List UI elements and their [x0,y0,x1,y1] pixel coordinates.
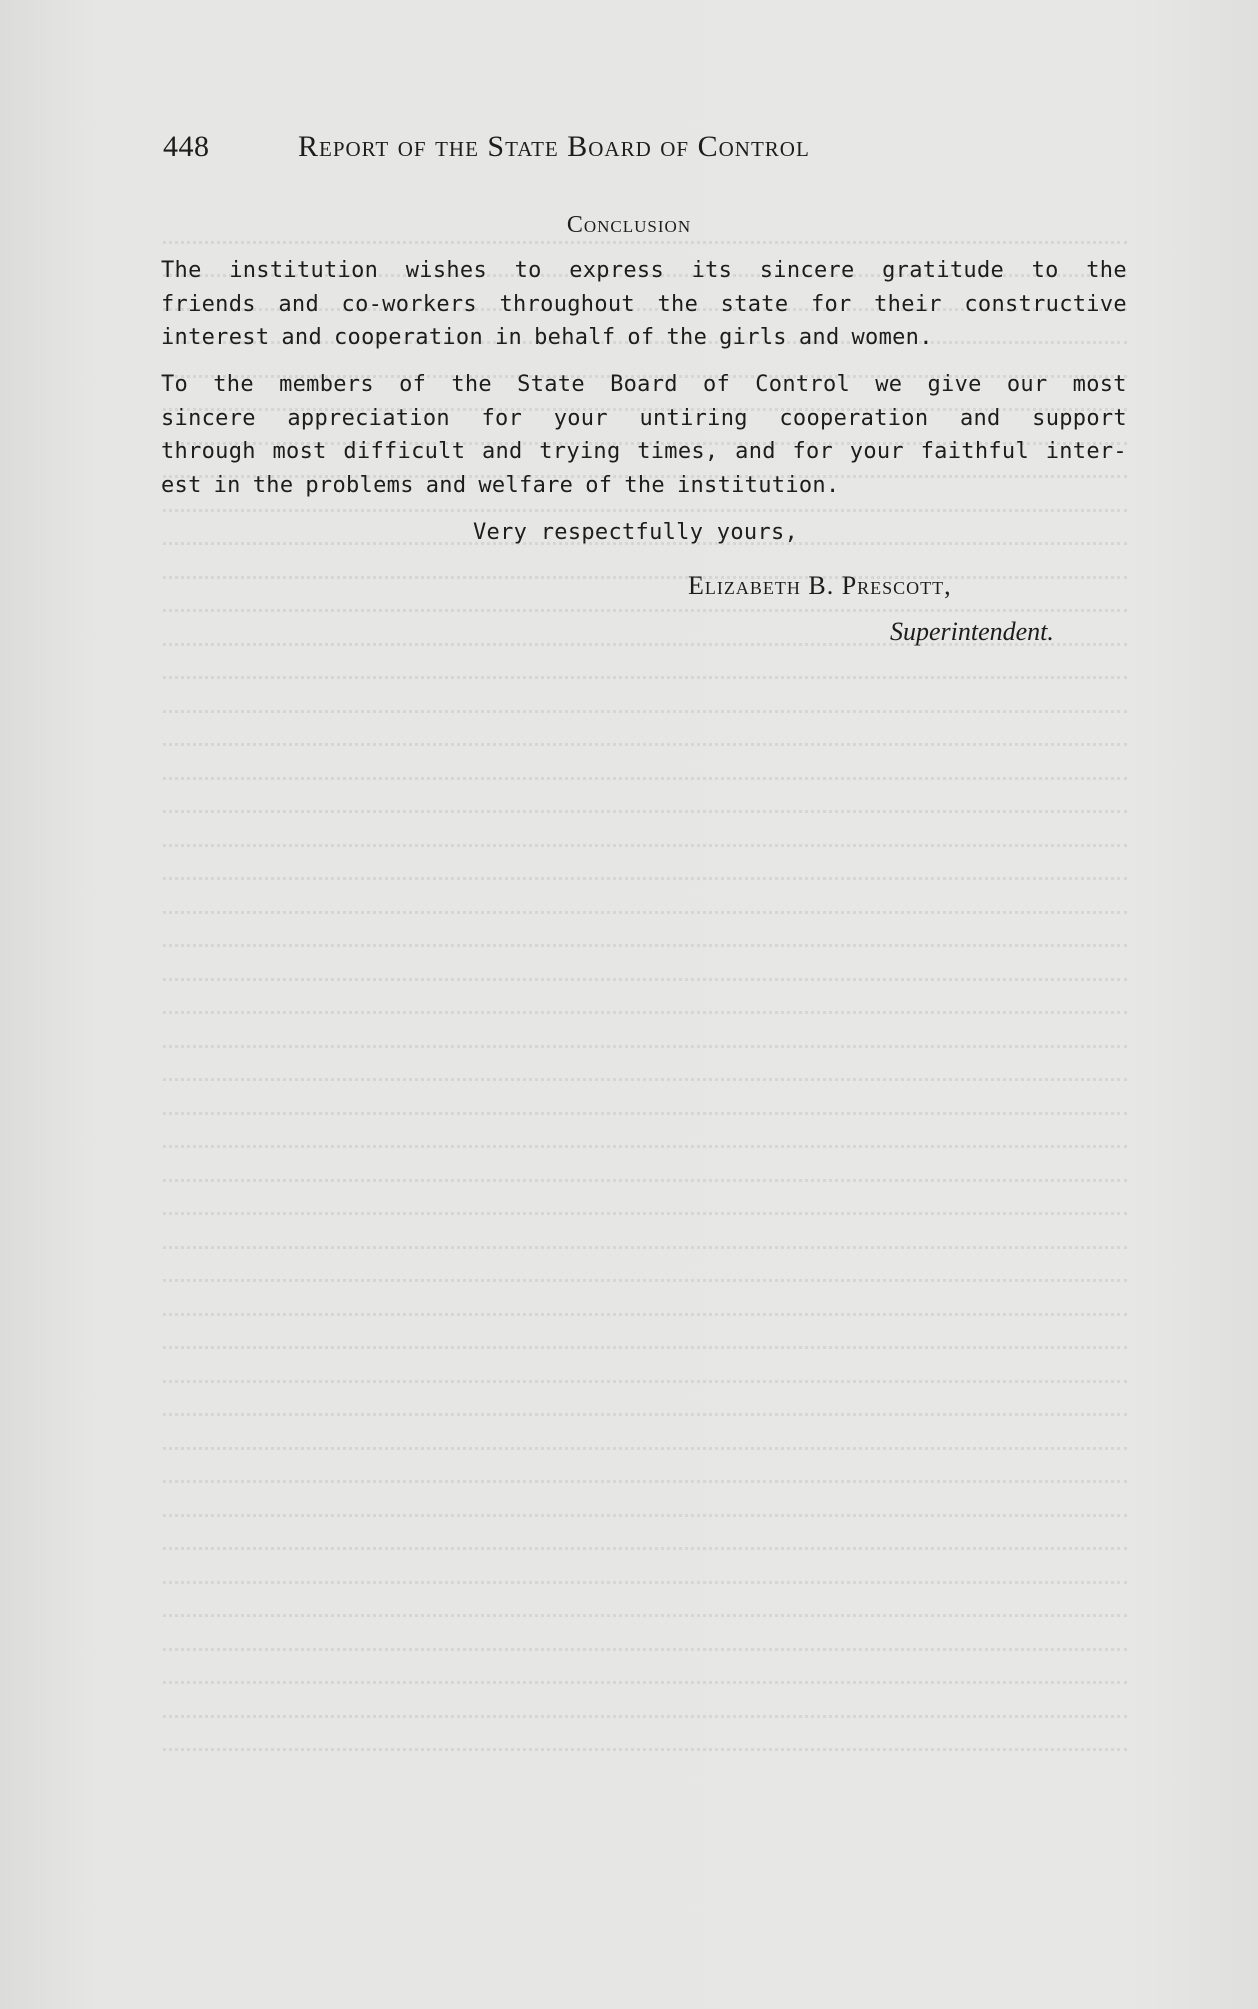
word: gratitude [882,258,1005,283]
word: inter- [1045,439,1127,464]
signer-name: Elizabeth B. Prescott, [688,571,952,600]
bleed-line [163,1115,1127,1149]
word: sincere [759,258,855,283]
bleed-line [163,880,1127,914]
bleed-line [163,646,1127,680]
word: most [272,439,327,464]
word: problems [305,472,414,498]
word: times, [637,439,719,464]
bleed-line [163,746,1127,780]
page-header [163,130,1033,170]
word: state [720,291,789,317]
word: and [281,325,323,350]
bleed-line [163,1517,1127,1551]
word: untiring [639,405,748,431]
paragraph-line [161,368,1127,402]
word: girls [719,325,787,350]
signer-title: Superintendent. [890,617,1054,646]
word: State [517,372,585,397]
bleed-line [163,1182,1127,1216]
word: most [1072,372,1127,397]
paragraph-line [161,321,1127,355]
bleed-line [163,545,1127,579]
word: for [481,405,523,431]
paragraph-gratitude [161,254,1127,355]
word: the [657,291,699,317]
paragraph-line [161,435,1127,469]
paragraph-appreciation [161,368,1127,502]
bleed-line [163,847,1127,881]
word: to [514,258,542,283]
bleed-line [163,1450,1127,1484]
bleed-line [163,579,1127,613]
word: and [425,472,467,498]
word: institution. [676,472,840,498]
word: difficult [343,439,466,464]
word: The [161,258,202,283]
word: to [1031,258,1059,283]
word: cooperation [779,405,929,431]
bleed-line [163,713,1127,747]
bleed-line [163,1048,1127,1082]
bleed-line [163,1550,1127,1584]
bleed-line [163,1584,1127,1618]
word: constructive [964,291,1127,317]
word: the [666,325,708,350]
bleed-line [163,1383,1127,1417]
word: for [792,439,834,464]
word: of [585,472,613,498]
word: members [279,372,374,397]
word: throughout [499,291,635,317]
word: women. [851,325,933,350]
word: express [569,258,665,283]
word: cooperation [334,325,484,350]
word: co-workers [341,291,477,317]
section-heading: Conclusion [566,212,692,238]
page-number: 448 [163,130,210,163]
word: in [495,325,523,350]
word: behalf [534,325,616,350]
word: and [278,291,319,317]
paragraph-line [161,402,1127,436]
running-head: Report of the State Board of Control [298,130,810,163]
bleed-line [163,1349,1127,1383]
bleed-line [163,1081,1127,1115]
word: support [1032,405,1127,431]
word: and [481,439,523,464]
bleed-line [163,1316,1127,1350]
word: give [927,372,982,397]
word: in [213,472,241,498]
word: your [849,439,904,464]
bleed-line [163,1651,1127,1685]
word: for [810,291,852,317]
word: through [161,439,256,464]
word: friends [161,291,256,317]
word: the [252,472,294,498]
word: est [161,472,202,498]
bleed-line [163,947,1127,981]
word: wishes [405,258,488,283]
word: its [691,258,733,283]
word: of [399,372,427,397]
word: interest [161,325,270,350]
word: Control [755,372,851,397]
word: institution [229,258,379,283]
word: the [213,372,254,397]
paragraph-line [161,288,1127,322]
bleed-line [163,981,1127,1015]
word: of [627,325,655,350]
word: we [875,372,903,397]
bleed-line [163,1416,1127,1450]
closing-salutation: Very respectfully yours, [473,520,799,545]
word: the [1086,258,1127,283]
bleed-line [163,1282,1127,1316]
bleed-line [163,813,1127,847]
paragraph-line [161,254,1127,288]
word: appreciation [287,405,450,431]
word: To [161,372,189,397]
word: and [959,405,1001,431]
bleed-line [163,1718,1127,1752]
bleed-line [163,1617,1127,1651]
bleed-line [163,679,1127,713]
bleed-line [163,1249,1127,1283]
word: our [1006,372,1048,397]
bleed-line [163,1014,1127,1048]
bleed-line [163,1148,1127,1182]
word: the [451,372,492,397]
bleed-line [163,1215,1127,1249]
word: and [798,325,840,350]
word: the [624,472,665,498]
bleed-line [163,780,1127,814]
word: Board [610,372,678,397]
word: of [702,372,731,397]
paragraph-line [161,469,1127,503]
bleed-line [163,914,1127,948]
word: your [553,405,608,431]
word: their [874,291,942,317]
word: and [735,439,776,464]
word: trying [539,439,621,464]
bleed-line [163,1483,1127,1517]
bleed-line [163,1684,1127,1718]
word: faithful [920,439,1030,464]
word: sincere [161,405,256,431]
word: welfare [478,472,574,498]
